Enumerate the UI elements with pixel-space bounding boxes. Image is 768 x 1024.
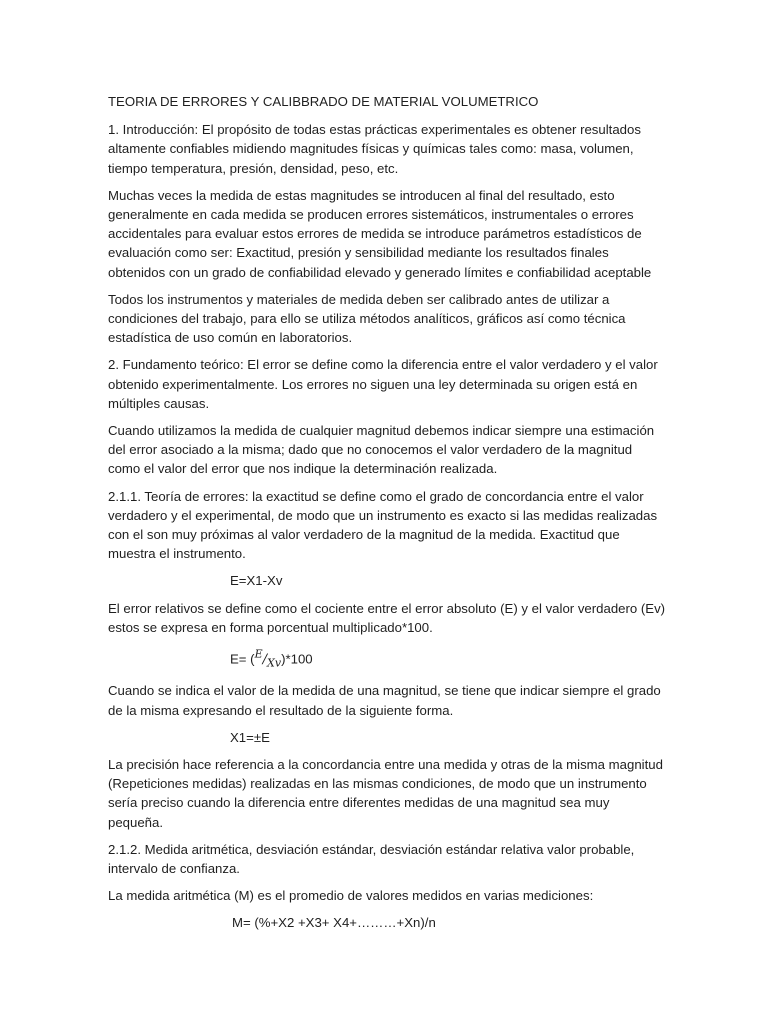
paragraph-medida-aritmetica-heading: 2.1.2. Medida aritmética, desviación estándar, desviación estándar relativa valor probable, intervalo de confianza. [108, 841, 635, 876]
document-title: TEORIA DE ERRORES Y CALIBBRADO DE MATERIAL VOLUMETRICO [108, 94, 539, 109]
formula-fraction [254, 648, 282, 671]
paragraph-precision: La precisión hace referencia a la concordancia entre una medida y otras de la misma magnitud (Repeticiones medidas) realizadas en las mismas condiciones, de modo que un instrumento sería preciso cuando la diferencia entre diferentes medidas de una magnitud sea muy pequeña. [108, 756, 663, 830]
paragraph-medida-aritmetica: La medida aritmética (M) es el promedio de valores medidos en varias mediciones: [108, 888, 594, 904]
paragraph-introduccion: 1. Introducción: El propósito de todas estas prácticas experimentales es obtener resultados altamente confiables midiendo magnitudes físicas y químicas tales como: masa, volumen, tiempo temperatura, presión, densidad, peso, etc. [108, 122, 641, 176]
formula-prefix: E= ( [230, 651, 255, 667]
paragraph-indicar-valor: Cuando se indica el valor de la medida de una magnitud, se tiene que indicar siempre el grado de la misma expresando el resultado de la siguiente forma. [108, 683, 661, 718]
paragraph-error-relativo: El error relativos se define como el cociente entre el error absoluto (E) y el valor verdadero (Ev) estos se expresa en forma porcentual multiplicado*100. [108, 600, 666, 635]
fraction-numerator: E [254, 648, 263, 662]
formula-media: M= (%+X2 +X3+ X4+………+Xn)/n [232, 915, 436, 931]
fraction-denominator: Xv [267, 657, 282, 671]
fraction-slash: / [262, 652, 268, 668]
paragraph-errores-medida: Muchas veces la medida de estas magnitudes se introducen al final del resultado, esto generalmente en cada medida se producen errores sistemáticos, instrumentales o errores accidentales para evaluar estos errores de medida se introduce parámetros estadísticos de evaluación como ser: Exactitud, presión y sensibilidad mediante los resultados finales obtenidos con un grado de confiabilidad elevado y generado límites e confiabilidad aceptable [108, 187, 652, 280]
paragraph-fundamento-teorico: 2. Fundamento teórico: El error se define como la diferencia entre el valor verdadero y el valor obtenido experimentalmente. Los errores no siguen una ley determinada su origen está en múltiples causas. [108, 357, 658, 411]
paragraph-estimacion-error: Cuando utilizamos la medida de cualquier magnitud debemos indicar siempre una estimación del error asociado a la misma; dado que no conocemos el valor verdadero de la magnitud como el valor del error que nos indique la determinación realizada. [108, 423, 655, 477]
formula-error-relativo [108, 645, 668, 673]
paragraph-teoria-errores: 2.1.1. Teoría de errores: la exactitud se define como el grado de concordancia entre el valor verdadero y el experimental, de modo que un instrumento es exacto si las medidas realizadas con el son muy próximas al valor verdadero de la magnitud de la medida. Exactitud que muestra el instrumento. [108, 488, 658, 562]
formula-error-absoluto: E=X1-Xv [230, 573, 283, 589]
formula-suffix: )*100 [281, 651, 313, 667]
paragraph-calibracion: Todos los instrumentos y materiales de medida deben ser calibrado antes de utilizar a condiciones del trabajo, para ello se utiliza métodos analíticos, gráficos así como técnica estadística de uso común en laboratorios. [108, 291, 626, 346]
formula-resultado: X1=±E [230, 729, 270, 745]
